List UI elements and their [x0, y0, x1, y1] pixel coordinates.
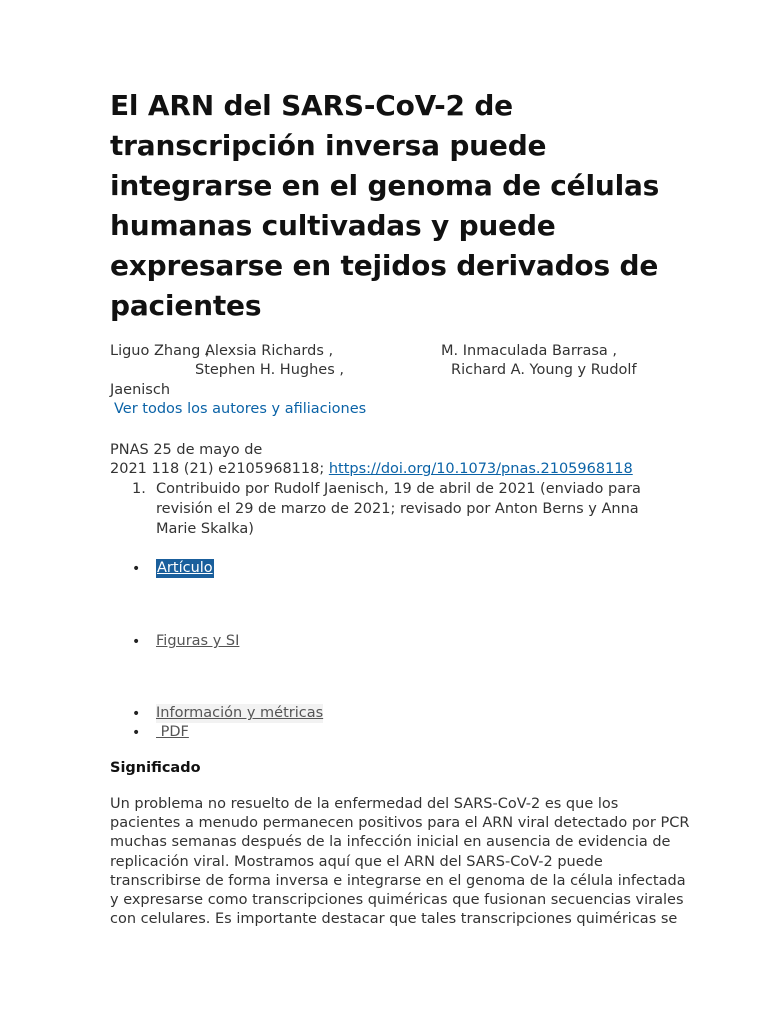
paragraph-line: con celulares. Es importante destacar que tales transcripciones quiméricas se [110, 911, 678, 928]
contribution-number: 1. [132, 481, 146, 497]
contribution-note: Contribuido por Rudolf Jaenisch, 19 de abril de 2021 (enviado para revisión el 29 de marzo de 2021; revisado por Anton Berns y Anna Marie Skalka) [156, 481, 641, 537]
paragraph-line: muchas semanas después de la infección inicial en ausencia de evidencia de [110, 834, 671, 851]
see-all-authors-link[interactable]: Ver todos los autores y afiliaciones [114, 401, 367, 417]
doi-link[interactable]: https://doi.org/10.1073/pnas.2105968118 [328, 461, 633, 477]
nav-bullet: • [132, 706, 141, 722]
paragraph-line: pacientes a menudo permanecen positivos para el ARN viral detectado por PCR [110, 815, 690, 832]
author-zhang[interactable]: Liguo Zhang , [110, 343, 210, 359]
citation-volume [110, 460, 633, 479]
author-jaenisch[interactable]: Jaenisch [110, 382, 171, 398]
paragraph-line: y expresarse como transcripciones quiméricas que fusionan secuencias virales [110, 892, 684, 909]
tab-info-metrics[interactable]: Información y métricas [156, 705, 324, 721]
author-hughes[interactable]: Stephen H. Hughes , [195, 362, 344, 378]
paragraph-line: Un problema no resuelto de la enfermedad del SARS-CoV-2 es que los [110, 796, 619, 812]
tab-article[interactable]: Artículo [157, 560, 213, 576]
paragraph-line: transcribirse de forma inversa e integrarse en el genoma de la célula infectada [110, 872, 686, 889]
significance-heading: Significado [110, 760, 201, 776]
nav-bullet: • [132, 725, 141, 741]
tab-figures-si[interactable]: Figuras y SI [156, 633, 240, 649]
article-title: El ARN del SARS-CoV-2 de transcripción inversa puede integrarse en el genoma de células humanas cultivadas y puede expresarse en tejidos derivados de pacientes [110, 89, 660, 322]
author-young-jaenisch[interactable]: Richard A. Young y Rudolf [451, 362, 637, 378]
author-richards[interactable]: Alexsia Richards , [205, 343, 334, 359]
citation-volume-text: 2021 118 (21) e2105968118; [110, 461, 325, 477]
nav-bullet: • [132, 561, 141, 577]
citation-journal-date: PNAS 25 de mayo de [110, 442, 263, 458]
paragraph-line: replicación viral. Mostramos aquí que el ARN del SARS-CoV-2 puede [110, 853, 603, 870]
nav-bullet: • [132, 634, 141, 650]
author-barrasa[interactable]: M. Inmaculada Barrasa , [441, 343, 618, 359]
pdf-link[interactable]: PDF [156, 724, 189, 740]
significance-paragraph [110, 795, 690, 929]
